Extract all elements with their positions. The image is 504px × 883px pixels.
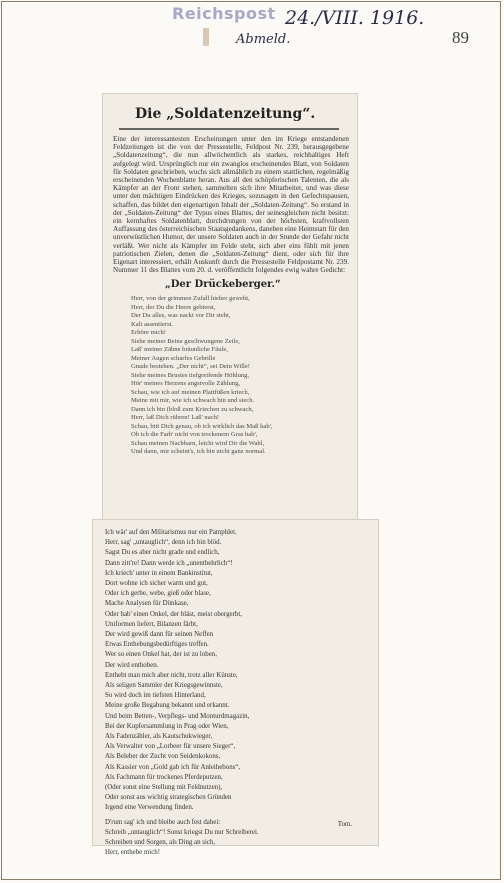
article-clipping — [102, 93, 358, 548]
title-divider — [119, 128, 339, 130]
poem-line: Sagst Du es aber nicht grade und endlich, — [105, 549, 220, 557]
poem-part-2 — [105, 528, 370, 859]
poem-line: Gnade bestehen. „Der nicht“, sei Dein Wille! — [131, 363, 250, 371]
poem-line: Irgend eine Verwendung finden. — [105, 804, 194, 812]
poem-line: Als Fadenzähler, als Kautschukwieger, — [105, 733, 213, 741]
poem-line: Schau, wie ich auf meinen Plattfüßen kriech, — [131, 388, 250, 396]
poem-line: Der wird enthoben. — [105, 661, 159, 669]
poem-line: (Oder sonst eine Stellung mit Feldnutzen), — [105, 784, 223, 792]
poem-line: Als seligen Sammler der Kriegsgewinnste, — [105, 682, 223, 690]
poem-line: Dort wohne ich sicher warm und gut, — [105, 580, 208, 588]
paper-tab — [203, 28, 209, 46]
poem-line: Herr, von der grimmen Zufall hieher geweht, — [131, 295, 250, 303]
poem-title: „Der Drückeberger.“ — [165, 279, 281, 291]
poem-line: Herr, der Du die Heere gebierst, — [131, 303, 216, 311]
poem-line: Dann zitt're! Dann werde ich „unentbehrlich“! — [105, 559, 233, 567]
handwritten-date: 24./VIII. 1916. — [285, 7, 425, 29]
poem-line: Als Beleber der Zucht von Seidenkokons, — [105, 753, 221, 761]
poem-line: Meiner Augen scharfes Gebrille — [131, 354, 216, 362]
poem-line: Meine mit mir, wie ich schwach bin und siech. — [131, 397, 255, 405]
poem-line: Enthebt man mich aber nicht, trotz aller Künste, — [105, 671, 238, 679]
poem-line: Erhöre mich! — [131, 329, 166, 337]
poem-line: Meine große Begabung bekannt und erkannt. — [105, 702, 230, 710]
poem-line: Kalt assentierst. — [131, 320, 174, 328]
poem-line: Oder sonst aus wichtig strategischen Gründen — [105, 794, 232, 802]
poem-line: Und beim Betten-, Verpflegs- und Monturdmagazin, — [105, 712, 250, 720]
newspaper-stamp: Reichspost — [172, 4, 276, 23]
poem-continuation-clipping — [92, 519, 379, 857]
poem-line: Oder hab' einen Onkel, der bläst, meist obergerbt, — [105, 610, 242, 618]
poem-line: Uniformen liefert, Bilanzen färbt, — [105, 620, 198, 628]
poem-signature: Tom. — [337, 821, 352, 828]
poem-line: Etwas Enthebungsbedürftiges treffen. — [105, 641, 209, 649]
poem-line: Schreiben und Sorgen, als Ding an sich, — [105, 839, 216, 847]
poem-line: Als Fachmann für trockenes Pferdeputzen, — [105, 773, 223, 781]
article-paragraph: Eine der interessantesten Erscheinungen unter den im Kriege entstandenen Feldzeitungen ist die von der Pressestelle, Feldpost Nr. 239, herausgegebene „Soldatenzeitung“, die nun allwöchentlich als starkes, reichhaltiges Heft aufgelegt wird. Ursprünglich nur ein zwanglos erscheinendes Blatt, von Soldaten für Soldaten geschrieben, wuchs sich allmählich zu einem stattlichen, regelmäßig erscheinenden Wochenblatte heran. Aus all den schöpferischen Talenten, die als Kämpfer an der Front stehen, sammelten sich ihre Mitarbeiter, und was diese unter den mächtigen Eindrücken des Krieges, sozusagen in den Gefechtspausen, schaffen, das bildet den eigenartigen Inhalt der „Soldaten-Zeitung“. So erstand in der „Soldaten-Zeitung“ der Typus eines Blattes, der seinesgleichen nicht besitzt: ein kernhaftes Soldatenblatt, durchdrungen von der höchsten, kraftvollsten Auffassung des österreichischen Staatsgedankens, daneben eine Heimstatt für den unverwüstlichen Humor, der unsere Soldaten auch in der Stunde der Gefahr nicht verläßt. Wer nicht als Kämpfer im Felde steht, sich aber eins fühlt mit jenen patriotischen Zielen, denen die „Soldaten-Zeitung“ dient, oder sich für ihre Eigenart interessiert, erhält Auskunft durch die Pressestelle Feldpostamt Nr. 239. Nummer 11 des Blattes vom 20. d. veröffentlicht folgendes ewig wahre Gedicht: — [113, 135, 349, 275]
article-title: Die „Soldatenzeitung“. — [135, 106, 316, 122]
poem-line: Der wird gewiß dann für seinen Neffen — [105, 631, 214, 639]
poem-line: Als Verwalter von „Lorbeer für unsere Sieger“, — [105, 743, 236, 751]
poem-line: Siehe meiner Beine geschwungene Zeile, — [131, 337, 240, 345]
page-number: 89 — [452, 28, 469, 47]
poem-line: Schreib „untauglich“! Sonst kriegst Du nur Schreiberei. — [105, 828, 259, 836]
poem-line: Herr, enthebe mich! — [105, 849, 161, 857]
poem-line: Der Du alles, was nackt vor Dir steht, — [131, 312, 231, 320]
poem-line: Siehe meines Brustes tiefgreifende Höhlung, — [131, 371, 250, 379]
poem-line: Schau meinen Nachbarn, leicht wird Dir die Wahl, — [131, 439, 265, 447]
handwritten-note: Abmeld. — [236, 32, 291, 47]
poem-line: D'rum sag' ich und bleibe auch fest dabei: — [105, 818, 221, 826]
poem-part-1 — [131, 295, 349, 457]
poem-line: Als Kassier von „Gold gab ich für Anleihebons“, — [105, 763, 241, 771]
poem-line: Bei der Kupfersammlung in Prag oder Wien, — [105, 722, 229, 730]
poem-line: Ich wär' auf den Militarismus nur ein Pamphlet. — [105, 529, 237, 536]
poem-line: Und dann, mir scheint's, ich bin nicht ganz normal. — [131, 448, 266, 456]
poem-line: Laß' meiner Zähne bräunliche Fäule, — [131, 346, 228, 354]
poem-line: Mache Analysen für Dünkase, — [105, 600, 189, 608]
poem-line: Dann ich bin (bloß zum Kriechen zu schwach, — [131, 405, 254, 413]
poem-line: Hör' meines Herzens angstvolle Zählung, — [131, 380, 241, 388]
poem-line: Schau, bitt Dich genau, ob ich wirklich das Maß hab', — [131, 422, 273, 430]
poem-line: Ob ich die Farb' nicht von trockenem Gras hab', — [131, 431, 258, 439]
poem-line: Wer so einen Onkel hat, der ist zu loben, — [105, 651, 217, 659]
poem-line: Ich kriech' unter in einem Bankinstitut, — [105, 569, 213, 577]
poem-line: Herr, sag' „untauglich“, denn ich bin blöd. — [105, 539, 222, 547]
poem-line: Herr, laß Dich rühren! Laß' nach! — [131, 414, 220, 422]
poem-line: So wird doch im tiefsten Hinterland, — [105, 692, 206, 700]
poem-line: Oder ich gerbe, webe, gieß oder blase, — [105, 590, 211, 598]
